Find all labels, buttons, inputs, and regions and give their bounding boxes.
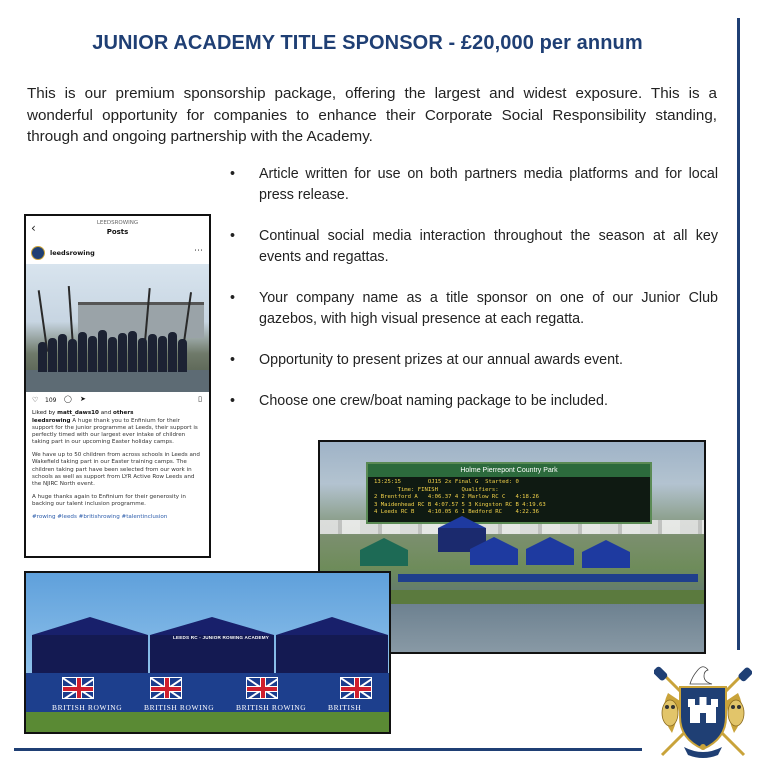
benefit-text: Continual social media interaction throughout the season at all key events and regattas. [259,228,718,265]
scoreboard-rows [368,477,650,519]
union-flag-icon [246,677,278,699]
post-actions [26,392,209,410]
scoreboard-line: Time: FINISH Qualifiers: [374,486,499,493]
bookmark-icon[interactable]: ▯ [198,395,202,403]
avatar[interactable] [31,246,45,260]
gazebo-image [582,552,630,568]
liked-by-line [26,410,209,417]
instagram-post [24,214,211,558]
bullet-icon: • [230,290,236,306]
liked-by-prefix: Liked by [32,410,58,416]
gazebo-image [32,635,148,675]
benefit-text: Article written for use on both partners media platforms and for local press release. [259,166,718,203]
comment-icon[interactable]: ◯ [64,395,72,403]
gazebo-image [526,549,574,565]
list-item [230,350,718,371]
post-user-row [26,242,209,264]
post-app-label: LEEDSROWING [96,220,139,226]
page-title: JUNIOR ACADEMY TITLE SPONSOR - £20,000 per annum [92,32,643,54]
benefit-text: Your company name as a title sponsor on one of our Junior Club gazebos, with high visual presence at each regatta. [259,290,718,327]
scoreboard-venue: Holme Pierrepont Country Park [368,464,650,477]
results-scoreboard [366,462,652,524]
grass-image [26,712,389,732]
group-photo-people [38,326,193,372]
like-count: 109 [45,397,57,404]
gazebo-image [150,635,274,675]
scoreboard-line: 4 Leeds RC B 4:10.05 6 1 Bedford RC 4:22.36 [374,509,540,516]
send-icon[interactable]: ➤ [80,395,86,403]
post-caption [26,417,209,521]
gazebo-roof-image [32,617,148,635]
caption-paragraph-1: A huge thank you to Enfinium for their support for the junior programme at Leeds, their support is perfectly timed with our largest ever intake of children taking part in our upcoming Easter holiday camps. [32,418,198,446]
gazebo-image [360,550,408,566]
union-flag-icon [62,677,94,699]
liked-by-user[interactable]: matt_daws10 [57,410,99,416]
liked-by-suffix: and [98,410,114,416]
list-item [230,391,718,412]
post-photo [26,264,209,392]
gazebo-roof-image [360,538,408,550]
bullet-icon: • [230,393,236,409]
benefit-text: Choose one crew/boat naming package to be included. [259,393,608,409]
gazebo-roof-image [276,617,388,635]
more-options-icon[interactable]: ⋯ [194,246,203,256]
sponsor-banner-image [398,574,698,582]
scoreboard-line: 3 Maidenhead RC B 4:07.57 5 3 Kingston RC B 4:19.63 [374,501,546,508]
post-header [26,216,209,242]
intro-paragraph: This is our premium sponsorship package, offering the largest and widest exposure. This is a wonderful opportunity for companies to enhance their Corporate Social Responsibility standing, through and ongoing partnership with the Academy. [27,85,717,145]
caption-username[interactable]: leedsrowing [32,418,71,424]
bullet-icon: • [230,166,236,182]
barrier-brand-text: BRITISH ROWING [52,703,123,712]
club-gazebos-photo [24,571,391,734]
list-item [230,164,718,206]
bullet-icon: • [230,352,236,368]
heart-icon[interactable]: ♡ [32,396,39,404]
bullet-icon: • [230,228,236,244]
caption-paragraph-3: A huge thanks again to Enfinium for their generosity in backing our talent inclusion programme. [32,493,186,507]
gazebo-image [470,549,518,565]
bottom-divider [14,748,642,751]
chevron-left-icon[interactable]: ‹ [31,221,36,235]
gazebo-roof-image [470,537,518,549]
barrier-brand-text: BRITISH ROWING [144,703,215,712]
gazebo-sign: LEEDS RC - JUNIOR ROWING ACADEMY [173,635,270,640]
caption-paragraph-2: We have up to 50 children from across schools in Leeds and Wakefield taking part in our Easter training camps. The children taking part have been selected from our work in schools as well as support from LYR Active Row Leeds and the NJIRC North event. [32,452,200,487]
gazebo-roof-image [150,617,274,635]
union-flag-icon [340,677,372,699]
gazebo-roof-image [438,516,486,528]
water-image [26,370,209,392]
gazebo-roof-image [526,537,574,549]
union-flag-icon [150,677,182,699]
list-item [230,288,718,330]
gazebo-image [276,635,388,675]
post-username[interactable]: leedsrowing [50,249,95,257]
post-header-title: Posts [106,228,129,236]
barrier-brand-text: BRITISH [328,703,362,712]
scoreboard-line: 2 Brentford A 4:06.37 4 2 Marlow RC C 4:18.26 [374,494,540,501]
hashtags[interactable]: #rowing #leeds #britishrowing #talentinclusion [32,514,168,521]
benefit-text: Opportunity to present prizes at our annual awards event. [259,352,623,368]
liked-by-others[interactable]: others [113,410,134,416]
right-divider [737,18,740,650]
barrier-brand-text: BRITISH ROWING [236,703,307,712]
gazebo-roof-image [582,540,630,552]
list-item [230,226,718,268]
scoreboard-line: 13:25:15 OJ15 2x Final G Started: 0 [374,479,519,485]
club-crest-logo [654,663,752,759]
benefits-list [230,164,718,432]
